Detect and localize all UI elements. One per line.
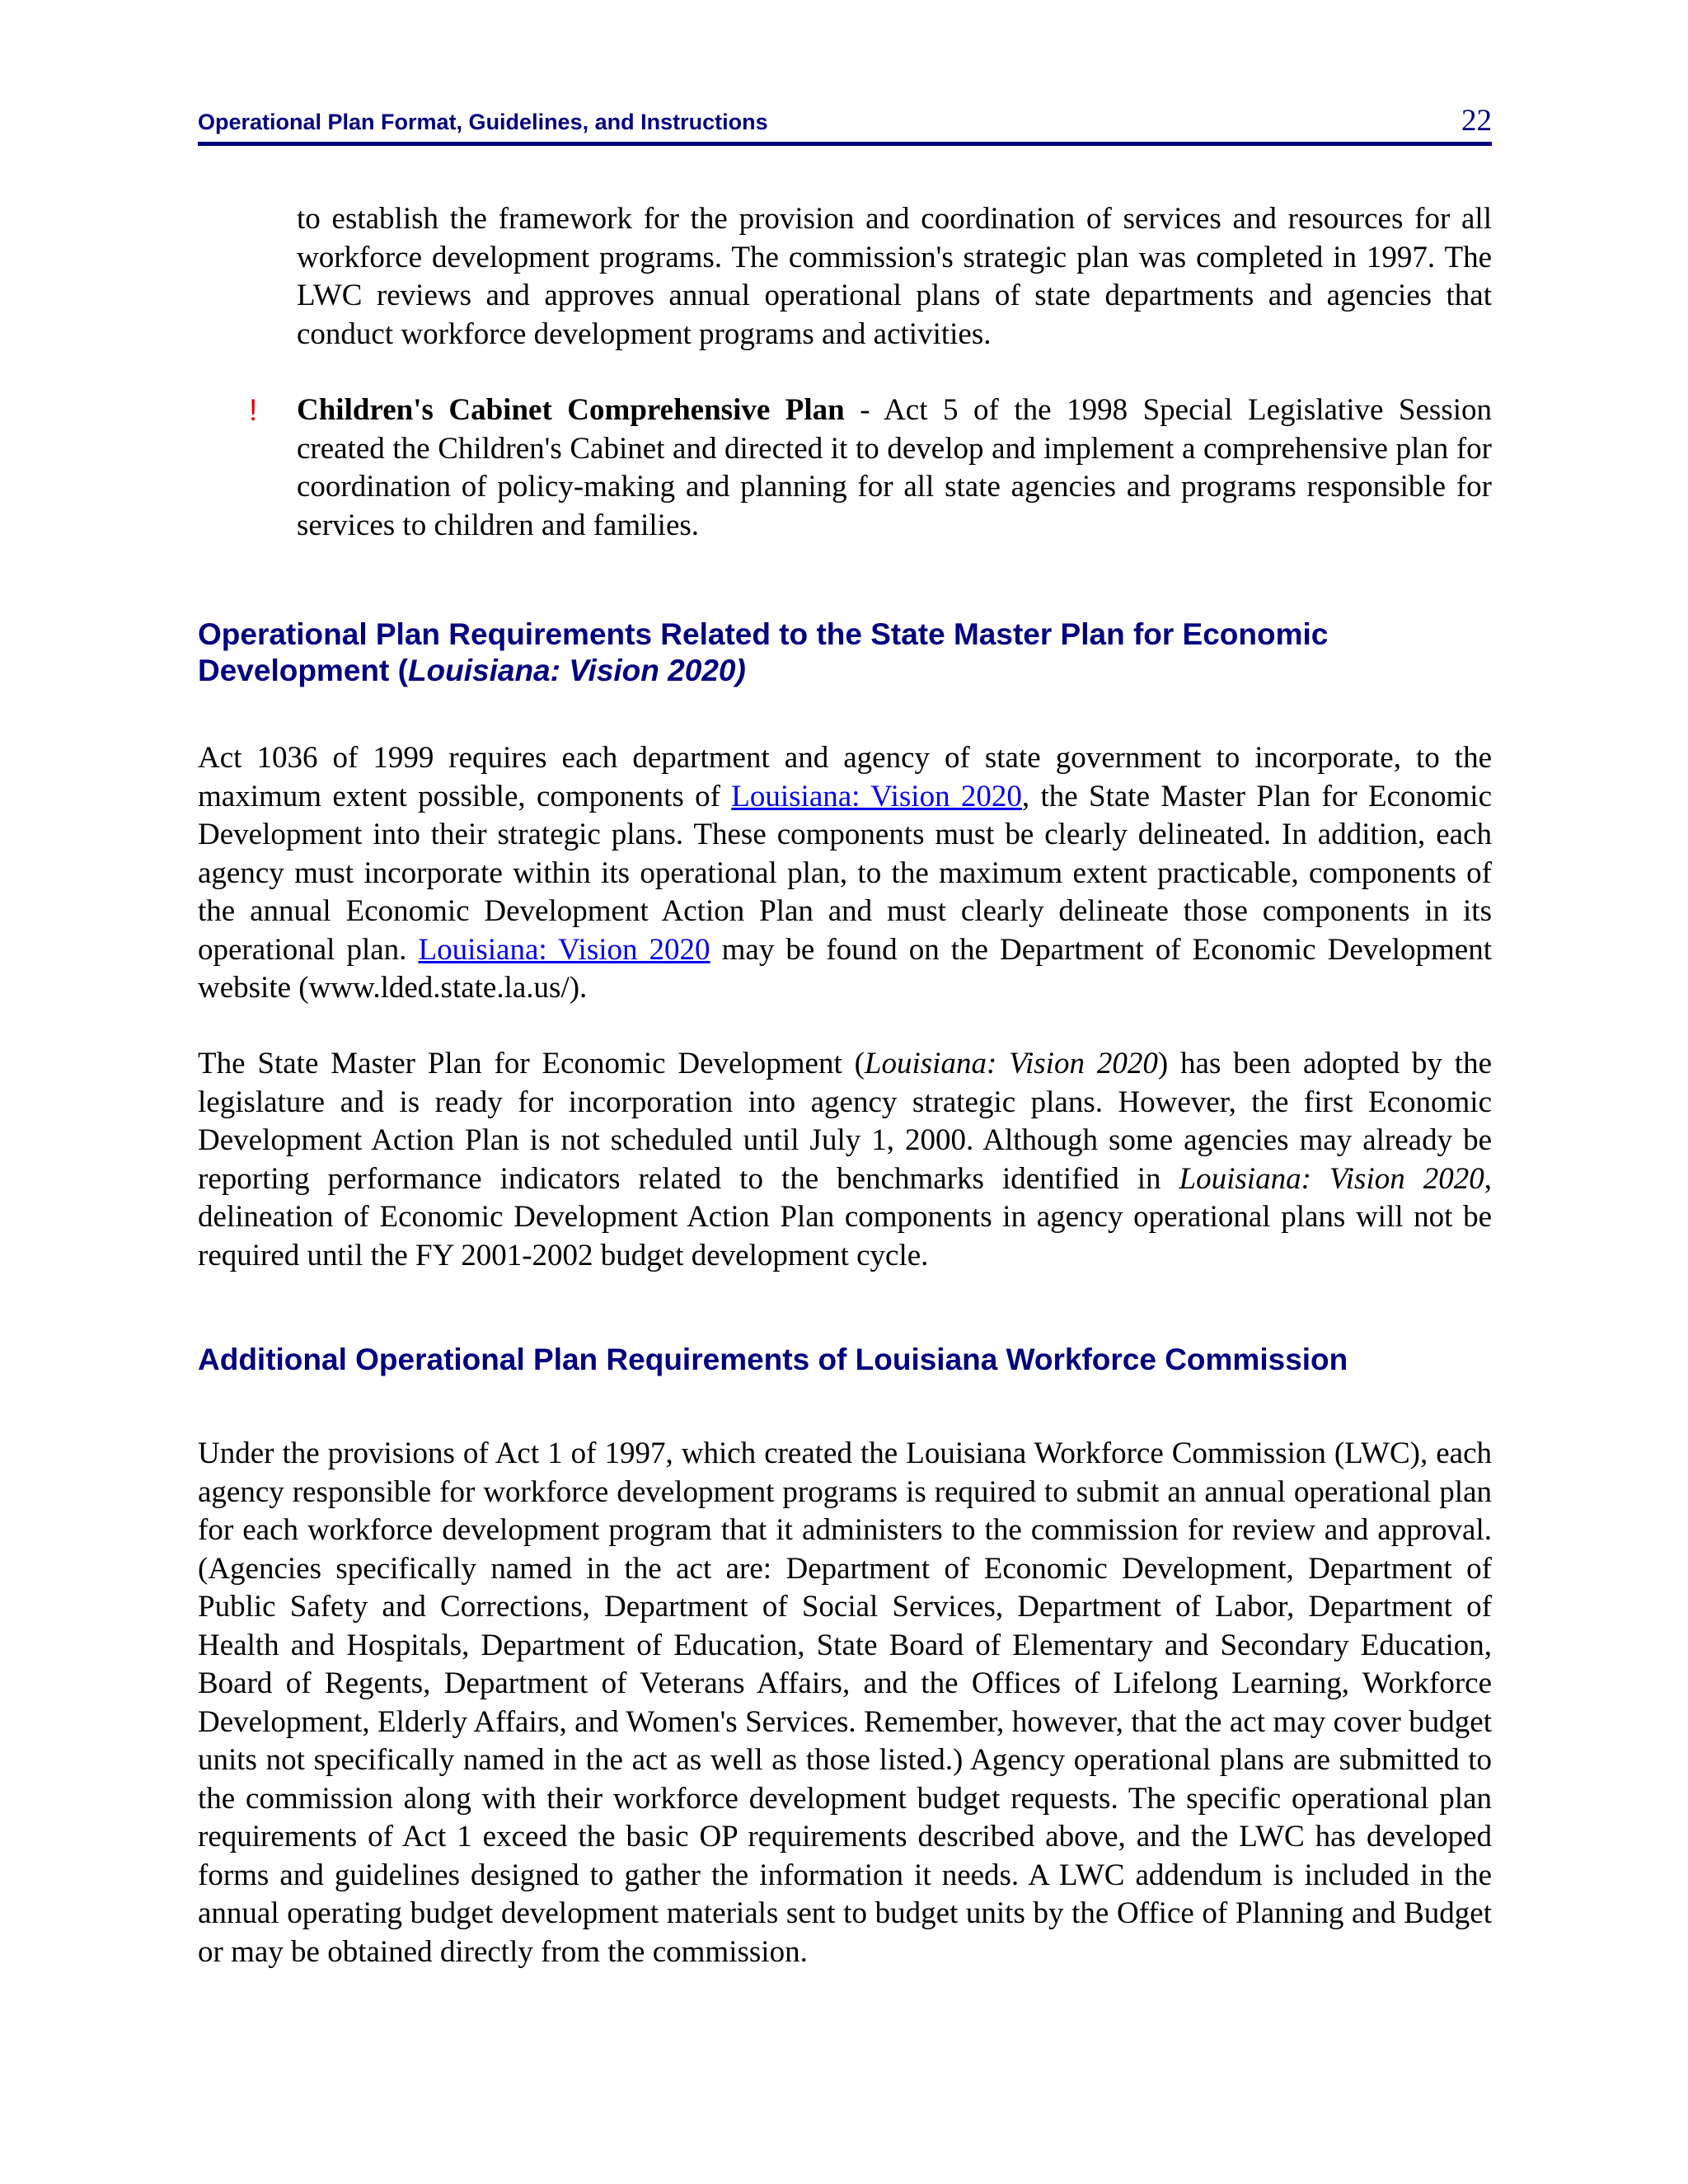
header-title: Operational Plan Format, Guidelines, and Instructions [198, 110, 768, 134]
heading-italic: Louisiana: Vision 2020) [407, 654, 746, 687]
section-heading-vision-2020 [198, 616, 1492, 689]
vision-2020-link-2[interactable]: Louisiana: Vision 2020 [418, 932, 710, 967]
vision-2020-link-1[interactable]: Louisiana: Vision 2020 [731, 779, 1022, 813]
lwc-paragraph: Under the provisions of Act 1 of 1997, which created the Louisiana Workforce Commission (LWC), each agency responsible for workforce development programs is required to submit an annual operational plan for each workforce development program that it administers to the commission for review and approval. (Agencies specifically named in the act are: Department of Economic Development, Department of Public Safety and Corrections, Department of Social Services, Department of Labor, Department of Health and Hospitals, Department of Education, State Board of Elementary and Secondary Education, Board of Regents, Department of Veterans Affairs, and the Offices of Lifelong Learning, Workforce Development, Elderly Affairs, and Women's Services. Remember, however, that the act may cover budget units not specifically named in the act as well as those listed.) Agency operational plans are submitted to the commission along with their workforce development budget requests. The specific operational plan requirements of Act 1 exceed the basic OP requirements described above, and the LWC has developed forms and guidelines designed to gather the information it needs. A LWC addendum is included in the annual operating budget development materials sent to budget units by the Office of Planning and Budget or may be obtained directly from the commission. [198, 1436, 1492, 1969]
vision-paragraph-2 [198, 1045, 1492, 1275]
vision-p2-text-3: , delineation of Economic Development Action Plan components in agency operational plans will not be required until the FY 2001-2002 budget development cycle. [198, 1161, 1492, 1272]
bullet-paragraph-childrens-cabinet [297, 391, 1492, 545]
vision-p2-italic-2: Louisiana: Vision 2020 [1179, 1161, 1484, 1196]
continued-paragraph: to establish the framework for the provision and coordination of services and resources for all workforce development programs. The commission's strategic plan was completed in 1997. The LWC reviews and approves annual operational plans of state departments and agencies that conduct workforce development programs and activities. [297, 202, 1492, 351]
bullet-marker: ! [249, 393, 258, 427]
vision-p2-italic-1: Louisiana: Vision 2020 [864, 1047, 1158, 1080]
page-number: 22 [1461, 104, 1492, 138]
section-heading-lwc: Additional Operational Plan Requirements of Louisiana Workforce Commission [198, 1343, 1348, 1376]
vision-p2-text-1: The State Master Plan for Economic Development ( [198, 1047, 865, 1080]
vision-paragraph-1 [198, 739, 1492, 1008]
bullet-title: Children's Cabinet Comprehensive Plan [297, 393, 845, 427]
bullet-text: - Act 5 of the 1998 Special Legislative Session created the Children's Cabinet and directed it to develop and implement a comprehensive plan for coordination of policy-making and planning for all state agencies and programs responsible for services to children and families. [297, 393, 1492, 542]
vision-p1-text-3: may be found on the Department of Economic Development website (www.lded.state.la.us/). [198, 932, 1492, 1005]
document-page [198, 0, 1492, 2184]
vision-p2-text-2: ) has been adopted by the legislature and is ready for incorporation into agency strategic plans. However, the first Economic Development Action Plan is not scheduled until July 1, 2000. Although some agencies may already be reporting performance indicators related to the benchmarks identified in [198, 1047, 1493, 1196]
vision-p1-text-2: , the State Master Plan for Economic Development into their strategic plans. These components must be clearly delineated. In addition, each agency must incorporate within its operational plan, to the maximum extent practicable, components of the annual Economic Development Action Plan and must clearly delineate those components in its operational plan. [198, 779, 1492, 967]
heading-prefix: Operational Plan Requirements Related to the State Master Plan for Economic Development ( [198, 617, 1329, 687]
running-header [198, 97, 1492, 146]
vision-p1-text-1: Act 1036 of 1999 requires each department and agency of state government to incorporate, to the maximum extent possible, components of [198, 741, 1492, 813]
